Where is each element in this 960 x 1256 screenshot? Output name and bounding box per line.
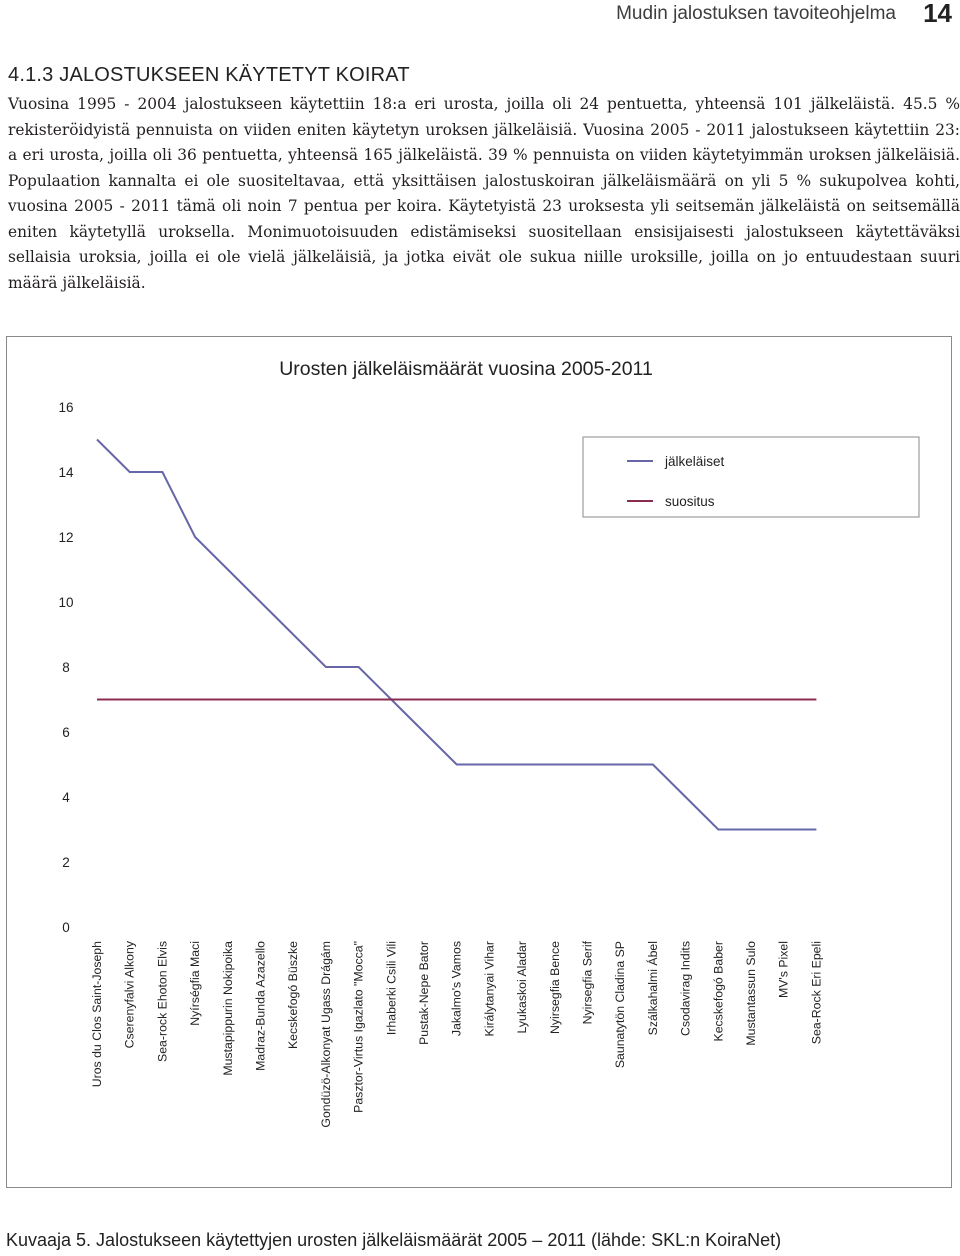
x-tick-label: Saunatytön Cladina SP	[613, 941, 628, 1069]
y-tick-label: 6	[62, 725, 70, 740]
x-tick-label: Királytanyai Vihar	[482, 941, 497, 1037]
figure-caption: Kuvaaja 5. Jalostukseen käytettyjen urosten jälkeläismäärät 2005 – 2011 (lähde: SKL:n KoiraNet)	[6, 1230, 782, 1250]
y-tick-label: 10	[58, 595, 74, 610]
x-tick-label: Irhaberki Csili Vili	[384, 941, 399, 1036]
body-paragraph: Vuosina 1995 - 2004 jalostukseen käytettiin 18:a eri urosta, joilla oli 24 pentuetta, yhteensä 101 jälkeläistä. 45.5 % rekisteröidyistä pennuista on viiden eniten käytetyn uroksen jälkeläisiä. Vuosina 2005 - 2011 jalostukseen käytettiin 23: a eri urosta, joilla oli 36 pentuetta, yhteensä 165 jälkeläistä. 39 % pennuista on viiden käytetyimmän uroksen jälkeläisiä. Populaation kannalta ei ole suositeltavaa, että yksittäisen jalostuskoiran jälkeläismäärä on yli 5 % sukupolvea kohti, vuosina 2005 - 2011 tämä oli noin 7 pentua per koira. Käytetyistä 23 uroksesta yli seitsemän jälkeläistä on seitsemällä eniten käytetyllä uroksella. Monimuotoisuuden edistämiseksi suositellaan ensisijaisesti jalostukseen käytettäväksi sellaisia uroksia, joilla ei ole vielä jälkeläisiä, ja jotka eivät ole sukua niille uroksille, joilla on jo entuudestaan suuri määrä jälkeläisiä.	[8, 95, 960, 292]
legend-box	[583, 437, 919, 517]
x-tick-label: Jakalmo's Vamos	[449, 941, 464, 1037]
x-tick-label: Madraz-Bunda Azazello	[253, 941, 268, 1071]
y-tick-label: 12	[58, 530, 74, 545]
x-tick-label: Kecskefogó Baber	[711, 941, 726, 1042]
document-title: Mudin jalostuksen tavoiteohjelma	[616, 3, 896, 24]
y-tick-label: 2	[62, 855, 70, 870]
x-tick-label: Szálkahalmi Ábel	[645, 941, 660, 1036]
y-tick-label: 8	[62, 660, 70, 675]
x-tick-label: Nyirsegfia Serif	[580, 941, 595, 1025]
y-tick-label: 4	[62, 790, 70, 805]
legend-label: suositus	[665, 494, 715, 509]
page-number: 14	[923, 0, 952, 28]
chart-title: Urosten jälkeläismäärät vuosina 2005-2011	[279, 358, 653, 380]
x-tick-label: Gondüzö-Alkonyat Ugass Drágám	[318, 941, 333, 1128]
x-tick-label: Mustantassun Sulo	[744, 941, 758, 1046]
x-tick-label: Nyírségfia Maci	[188, 941, 203, 1026]
x-tick-label: Csodavirag Indits	[678, 941, 693, 1037]
chart-frame	[6, 336, 952, 1188]
y-tick-label: 16	[58, 400, 74, 415]
x-tick-label: Sea-Rock Eri Epeli	[809, 941, 824, 1045]
x-tick-label: Lyukaskoi Aladar	[515, 941, 530, 1034]
line-chart	[7, 337, 951, 1187]
x-tick-label: Nyirsegfia Bence	[547, 941, 562, 1034]
x-tick-label: Uros du Clos Saint-Joseph	[90, 941, 104, 1088]
x-tick-label: Mustapippurin Nokipoika	[220, 941, 235, 1076]
x-tick-label: Pasztor-Virtus Igazlato "Mocca"	[351, 941, 366, 1113]
x-tick-label: Sea-rock Ehoton Elvis	[155, 941, 170, 1062]
y-tick-label: 14	[58, 465, 74, 480]
section-heading: 4.1.3 JALOSTUKSEEN KÄYTETYT KOIRAT	[8, 64, 410, 86]
x-tick-label: Cserenyfalvi Alkony	[122, 941, 137, 1049]
legend-label: jälkeläiset	[665, 454, 725, 469]
x-tick-label: Kecskefogó Büszke	[286, 941, 301, 1050]
x-tick-label: Pustak-Nepe Bator	[417, 941, 431, 1045]
y-tick-label: 0	[62, 920, 70, 935]
x-tick-label: MV's Pixel	[776, 941, 791, 999]
